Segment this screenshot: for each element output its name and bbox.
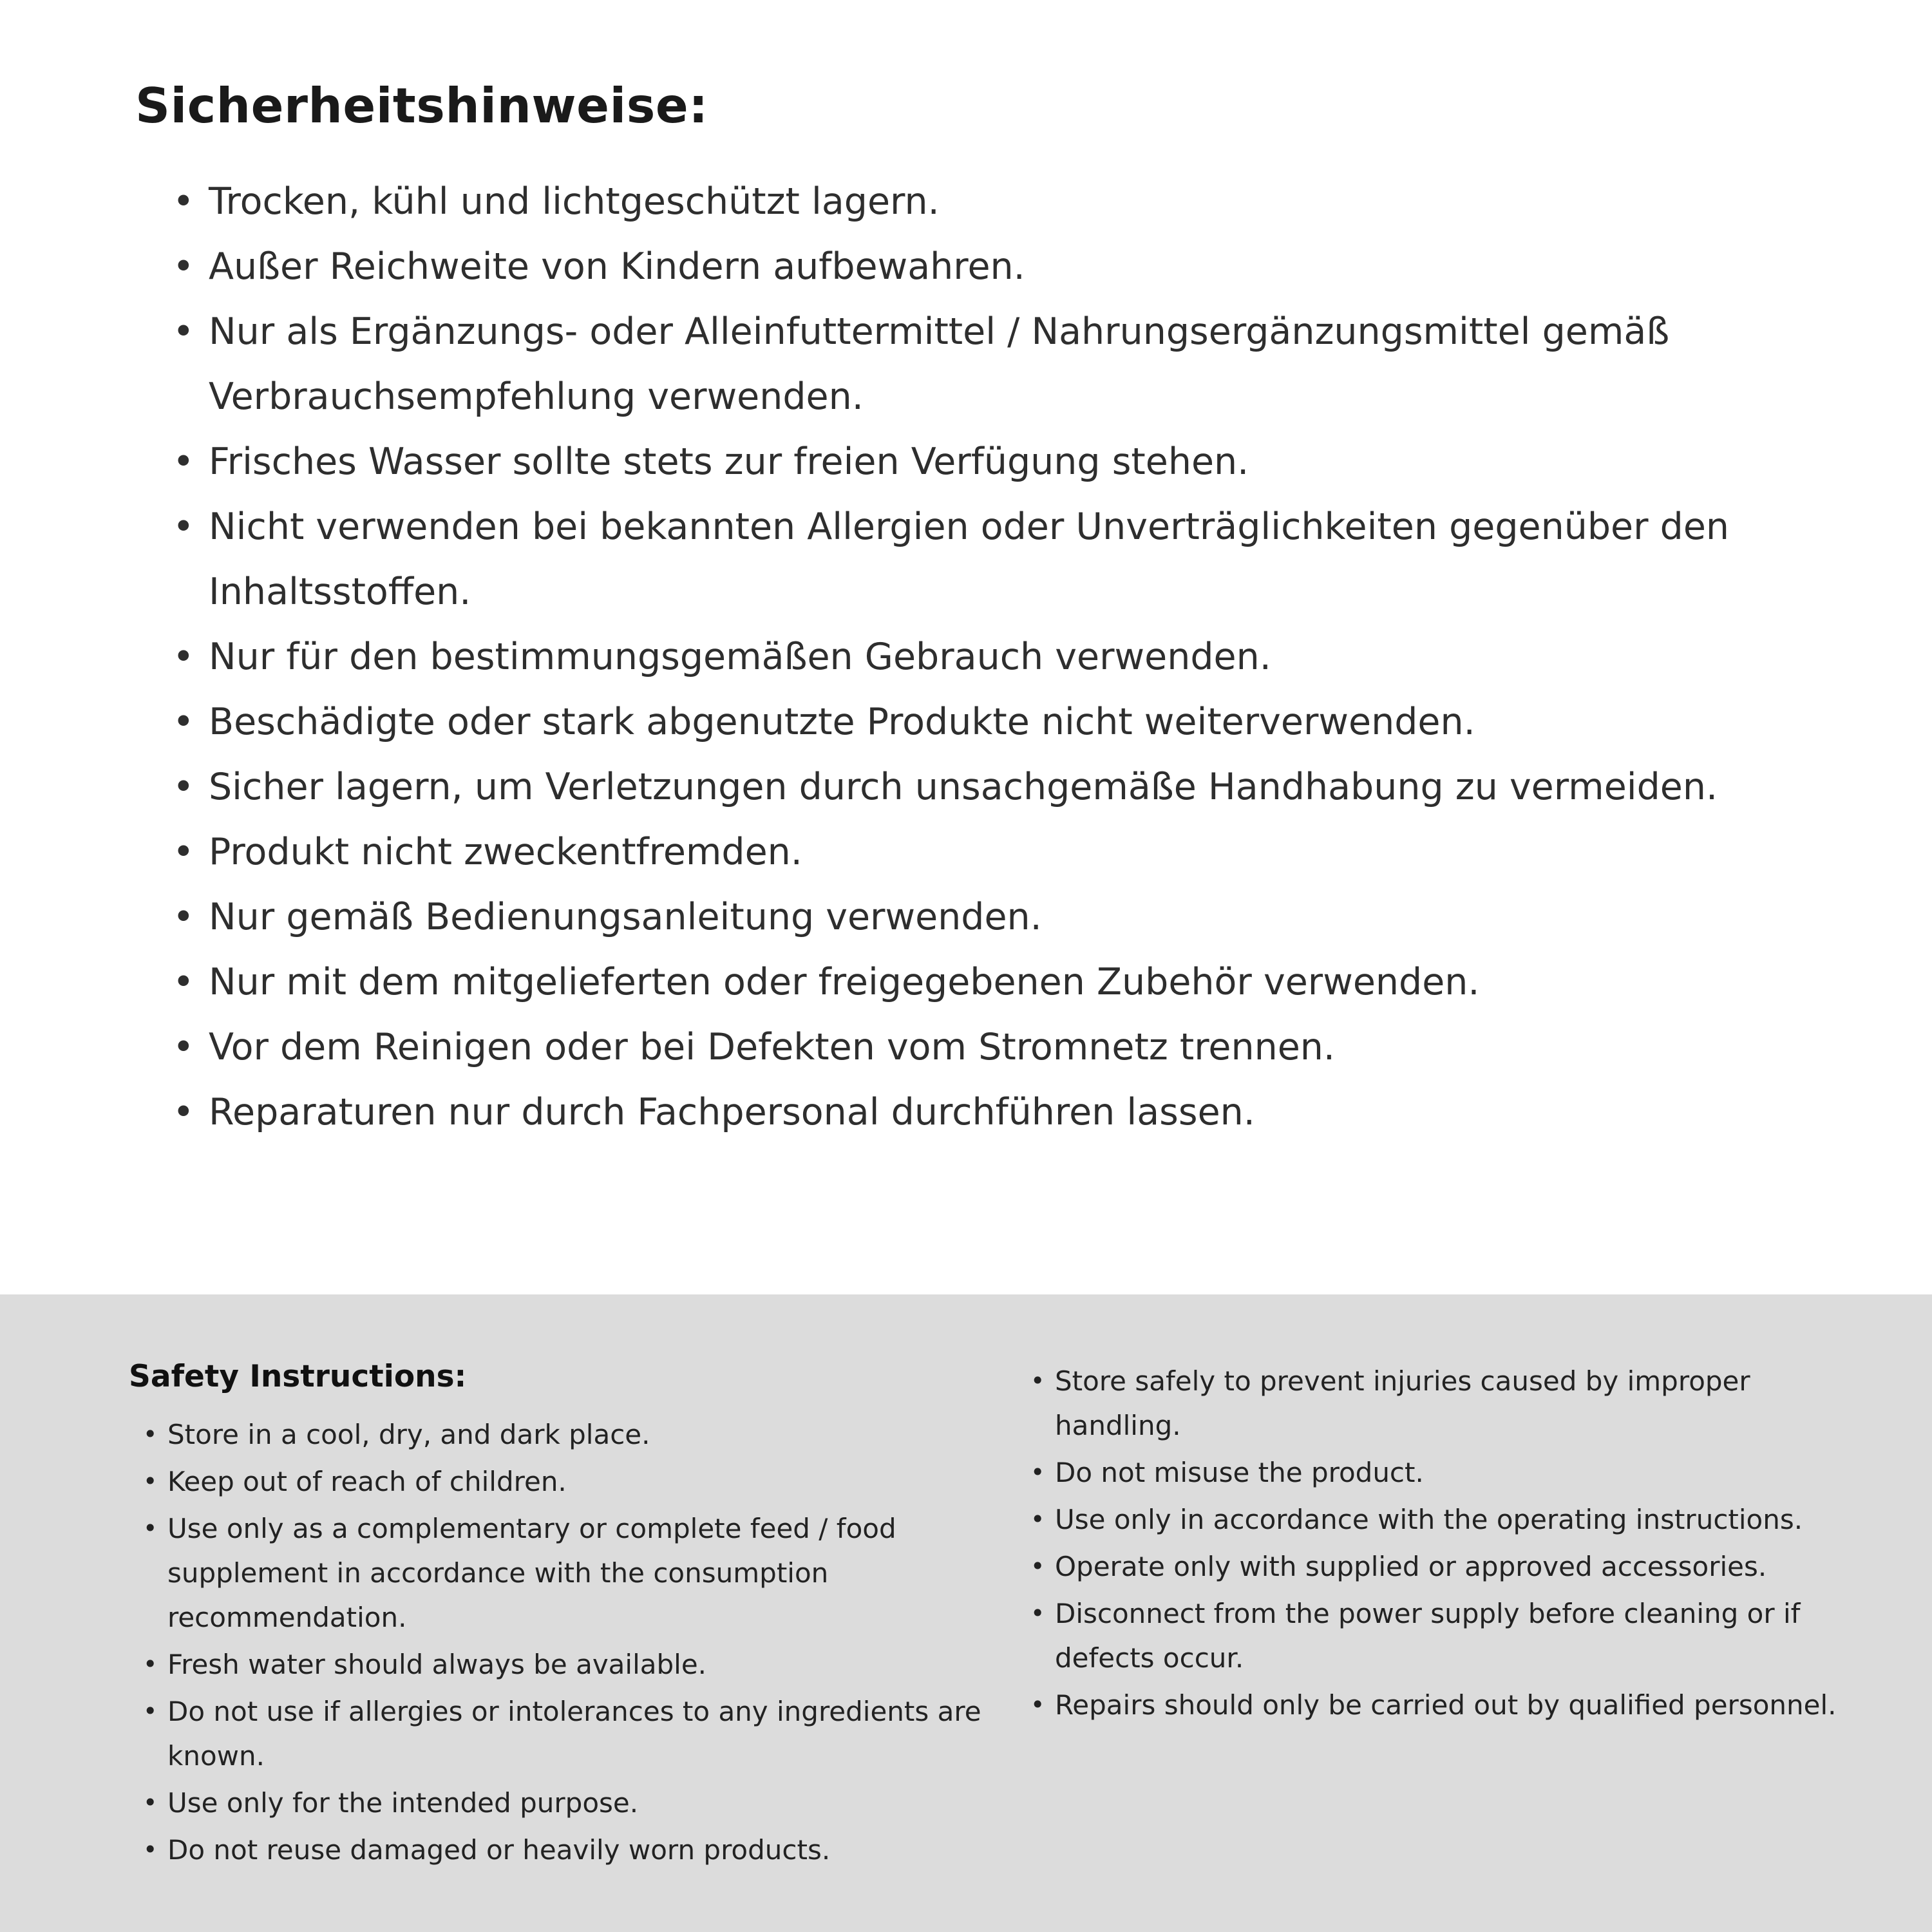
list-item: • Reparaturen nur durch Fachpersonal durchführen lassen. xyxy=(173,1080,1821,1145)
english-right-column xyxy=(1030,1359,1842,1932)
list-item: • Nur für den bestimmungsgemäßen Gebrauch verwenden. xyxy=(173,625,1821,690)
english-section xyxy=(0,1294,1932,1932)
list-item: • Operate only with supplied or approved accessories. xyxy=(1030,1544,1842,1589)
list-item: • Beschädigte oder stark abgenutzte Produkte nicht weiterverwenden. xyxy=(173,690,1821,755)
list-item: • Nur mit dem mitgelieferten oder freigegebenen Zubehör verwenden. xyxy=(173,950,1821,1015)
list-item: • Store safely to prevent injuries caused by improper handling. xyxy=(1030,1359,1842,1448)
list-item: • Sicher lagern, um Verletzungen durch unsachgemäße Handhabung zu vermeiden. xyxy=(173,755,1821,820)
english-heading: Safety Instructions: xyxy=(129,1359,467,1394)
list-item: • Produkt nicht zweckentfremden. xyxy=(173,820,1821,885)
german-bullet-list xyxy=(135,169,1821,1145)
list-item: • Vor dem Reinigen oder bei Defekten vom Stromnetz trennen. xyxy=(173,1015,1821,1080)
list-item: • Keep out of reach of children. xyxy=(143,1459,992,1504)
list-item: • Do not use if allergies or intolerances to any ingredients are known. xyxy=(143,1689,992,1778)
list-item: • Use only for the intended purpose. xyxy=(143,1781,992,1825)
list-item: • Nur gemäß Bedienungsanleitung verwenden. xyxy=(173,885,1821,950)
english-left-column xyxy=(129,1359,992,1932)
list-item: • Nicht verwenden bei bekannten Allergien oder Unverträglichkeiten gegenüber den Inhaltsstoffen. xyxy=(173,495,1821,625)
list-item: • Fresh water should always be available. xyxy=(143,1642,992,1687)
list-item: • Store in a cool, dry, and dark place. xyxy=(143,1412,992,1457)
list-item: • Repairs should only be carried out by qualified personnel. xyxy=(1030,1683,1842,1727)
list-item: • Nur als Ergänzungs- oder Alleinfuttermittel / Nahrungsergänzungsmittel gemäß Verbrauchsempfehlung verwenden. xyxy=(173,299,1821,430)
list-item: • Trocken, kühl und lichtgeschützt lagern. xyxy=(173,169,1821,234)
list-item: • Use only in accordance with the operating instructions. xyxy=(1030,1497,1842,1542)
german-heading: Sicherheitshinweise: xyxy=(135,77,708,134)
english-left-bullet-list xyxy=(129,1412,992,1872)
list-item: • Do not misuse the product. xyxy=(1030,1450,1842,1495)
english-right-bullet-list xyxy=(1030,1359,1842,1727)
list-item: • Disconnect from the power supply before cleaning or if defects occur. xyxy=(1030,1591,1842,1680)
list-item: • Use only as a complementary or complete feed / food supplement in accordance with the consumption recommendation. xyxy=(143,1506,992,1640)
list-item: • Außer Reichweite von Kindern aufbewahren. xyxy=(173,234,1821,299)
list-item: • Do not reuse damaged or heavily worn products. xyxy=(143,1828,992,1872)
list-item: • Frisches Wasser sollte stets zur freien Verfügung stehen. xyxy=(173,430,1821,495)
